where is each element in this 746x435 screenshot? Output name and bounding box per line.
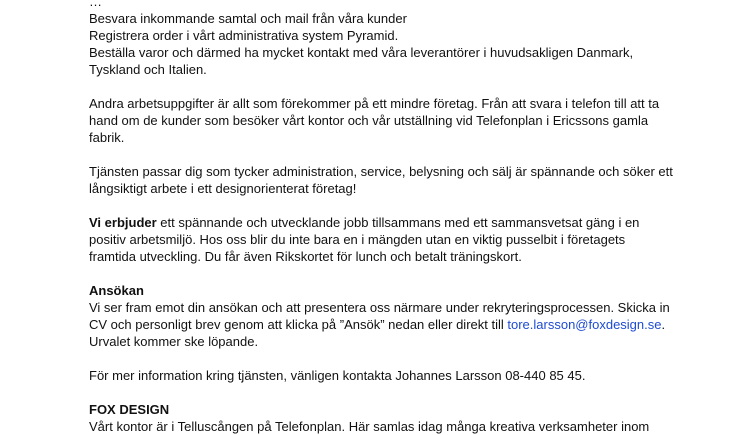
offer-line-1: [89, 214, 739, 231]
duty-line-2: Registrera order i vårt administrativa system Pyramid.: [89, 28, 399, 43]
offer-bold: Vi erbjuder: [89, 215, 157, 230]
application-line-3: Urvalet kommer ske löpande.: [89, 334, 259, 349]
document-body: [89, 0, 739, 435]
offer-line-1-rest: ett spännande och utvecklande jobb tillsammans med ett sammansvetsat gäng i en: [156, 215, 640, 230]
suits-line-1: Tjänsten passar dig som tycker administration, service, belysning och sälj är spännande och söker ett: [89, 164, 673, 179]
spacer: [89, 78, 739, 95]
company-heading-text: FOX DESIGN: [89, 402, 170, 417]
application-line-2-text: CV och personligt brev genom att klicka på ”Ansök” nedan eller direkt till: [89, 317, 508, 332]
company-heading: [89, 401, 739, 418]
other-tasks-line-2: hand om de kunder som besöker vårt kontor och vår utställning vid Telefonplan i Ericssons gamla: [89, 113, 649, 128]
duty-line-4: Tyskland och Italien.: [89, 62, 207, 77]
company-partial-line: Vårt kontor är i Telluscången på Telefonplan. Här samlas idag många kreativa verksamheter inom: [89, 419, 650, 434]
spacer: [89, 384, 739, 401]
email-link[interactable]: tore.larsson@foxdesign.se: [507, 317, 662, 332]
contact-line: För mer information kring tjänsten, vänligen kontakta Johannes Larsson 08-440 85 45.: [89, 368, 586, 383]
partial-top-line: …: [89, 0, 102, 9]
spacer: [89, 146, 739, 163]
offer-line-2: positiv arbetsmiljö. Hos oss blir du inte bara en i mängden utan en viktig pusselbit i företagets: [89, 232, 626, 247]
offer-line-3: framtida utveckling. Du får även Rikskortet för lunch och betalt träningskort.: [89, 249, 522, 264]
other-tasks-line-3: fabrik.: [89, 130, 125, 145]
spacer: [89, 350, 739, 367]
application-line-2: [89, 316, 739, 333]
suits-line-2: långsiktigt arbete i ett designorienterat företag!: [89, 181, 357, 196]
application-heading-text: Ansökan: [89, 283, 144, 298]
application-line-2-end: .: [661, 317, 666, 332]
application-line-1: Vi ser fram emot din ansökan och att presentera oss närmare under rekryteringsprocessen. Skicka in: [89, 300, 670, 315]
duty-line-3: Beställa varor och därmed ha mycket kontakt med våra leverantörer i huvudsakligen Danmark,: [89, 45, 634, 60]
spacer: [89, 265, 739, 282]
duty-line-1: Besvara inkommande samtal och mail från våra kunder: [89, 11, 407, 26]
other-tasks-line-1: Andra arbetsuppgifter är allt som förekommer på ett mindre företag. Från att svara i telefon till att ta: [89, 96, 660, 111]
application-heading: [89, 282, 739, 299]
spacer: [89, 197, 739, 214]
